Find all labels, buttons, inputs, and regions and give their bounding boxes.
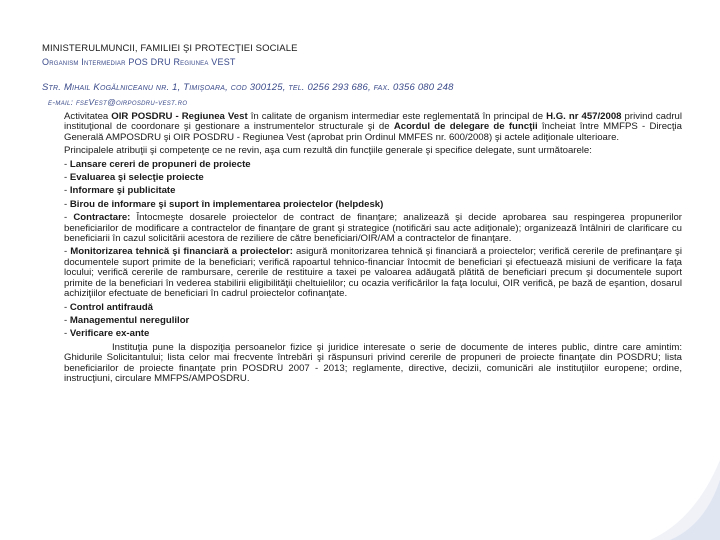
activities-list (42, 112, 682, 387)
contact-email: e-mail: fseVest@oirposdru-vest.ro (48, 97, 188, 107)
list-item-lansare: - Lansare cereri de propuneri de proiecte (64, 158, 251, 170)
list-item-contractare: - Contractare: Întocmeşte dosarele proiectelor de contract de finanţare; analizează şi decide aprobarea sau respingerea propunerilor beneficiarilor de modificare a contractelor de finanţare de grant şi strategice (notificări sau acte adiţionale); organizează întâlniri de clarificare cu beneficiarii în cazul solicitării acestora de reziliere de către beneficiari/OIR/AM a contractelor de finanţare. (64, 212, 682, 245)
list-item-helpdesk: - Birou de informare şi suport în implementarea proiectelor (helpdesk) (64, 198, 384, 210)
list-item-evaluare: - Evaluarea şi selecţie proiecte (64, 172, 204, 184)
list-item-activity: Activitatea OIR POSDRU - Regiunea Vest în calitate de organism intermediar este reglementată în principal de H.G. nr 457/2008 privind cadrul instituţional de coordonare şi gestionare a instrumentelor structurale şi de Acordul de delegare de funcţii încheiat între MMFPS - Direcţia Generală AMPOSDRU şi OIR POSDRU - Regiunea Vest (aprobat prin Ordinul MMFES nr. 600/2008) şi actele adiţionale ulterioare. (64, 111, 682, 143)
ministry-title: MINISTERULMUNCII, FAMILIEI ŞI PROTECŢIEI SOCIALE (42, 43, 298, 54)
list-item-exante: - Verificare ex-ante (64, 328, 150, 340)
organism-title: Organism Intermediar POS DRU Regiunea VEST (42, 57, 236, 67)
list-item-attributions: Principalele atribuţii şi competenţe ce ne revin, aşa cum rezultă din funcţiile generale şi specifice delegate, sunt următoarele: (64, 145, 592, 157)
header (42, 43, 682, 67)
contact-address: Str. Mihail Kogălniceanu nr. 1, Timişoara, cod 300125, tel. 0256 293 686, fax. 0356 080 248 (42, 82, 454, 93)
list-item-antifrauda: - Control antifraudă (64, 301, 154, 313)
list-item-monitorizare: - Monitorizarea tehnică şi financiară a proiectelor: asigură monitorizarea tehnică şi financiară a proiectelor; verifică cererile de prefinanţare şi documentele suport primite de la beneficiari; verifică rapoartul tehnico-financiar întocmit de beneficiari şi efectuează misiuni de verificare la faţa locului; verifică cererile de rambursare, cererile de restituire a taxei pe valoarea adăugată plătită de beneficiari precum şi documentele suport primite de la beneficiari în vederea stabilirii eligibilităţii cheltuielilor; cu ocazia verificărilor la faţa locului, OIR verifică, pe bază de eşantion, dosarul achiziţiilor efectuate de beneficiari în cadrul proiectelor cofinanţate. (64, 246, 682, 300)
list-item-documente: Instituţia pune la dispoziţia persoanelor fizice şi juridice interesate o serie de documente de interes public, dintre care amintim: Ghidurile Solicitantului; lista celor mai frecvente întrebări şi răspunsuri privind cererile de propuneri de proiecte finanţate din POSDRU; lista beneficiarilor de proiecte finanţate prin POSDRU 2007 - 2013; reglamente, directive, decizii, comunicări ale instituţiilor europene; ordine, instrucţiuni, circulare MMFPS/AMPOSDRU. (64, 341, 682, 384)
list-item-nereguli: - Managementul neregulilor (64, 314, 190, 326)
list-item-informare: - Informare şi publicitate (64, 185, 176, 197)
corner-decoration-icon (650, 460, 720, 540)
